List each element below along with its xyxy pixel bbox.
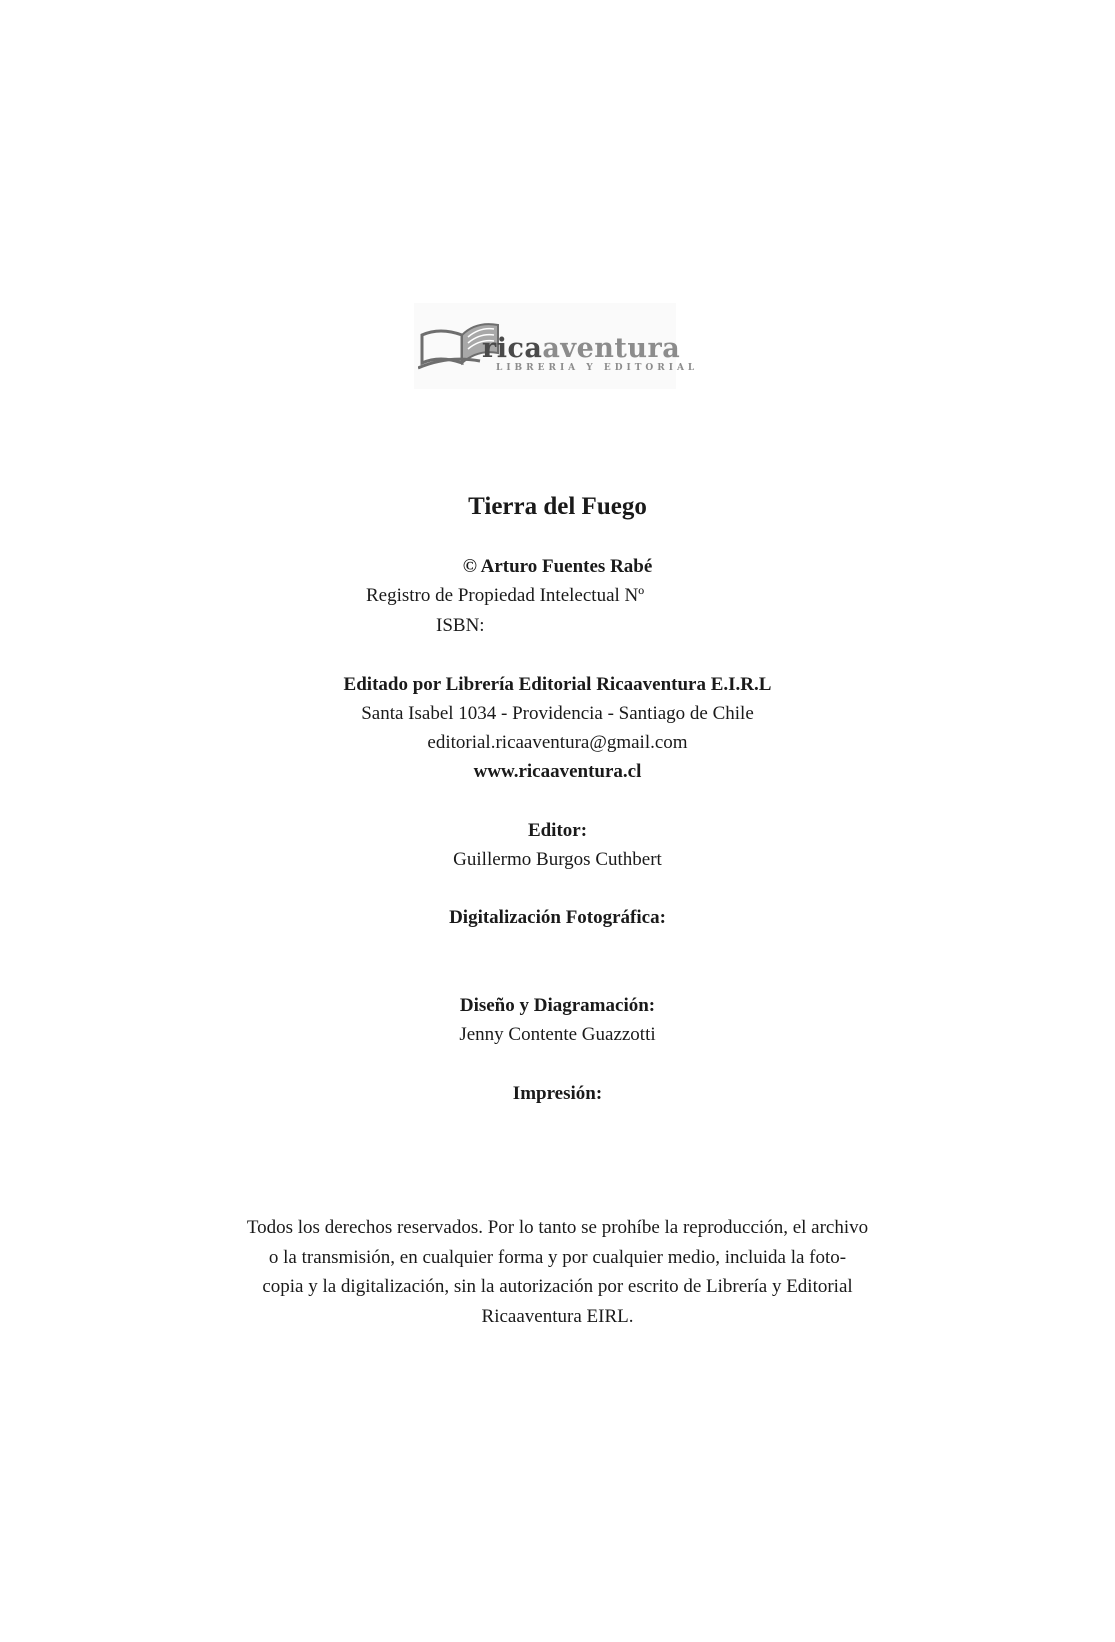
logo-word-rica: rica	[482, 333, 543, 364]
publisher-website: www.ricaaventura.cl	[473, 761, 642, 782]
publisher-address: Santa Isabel 1034 - Providencia - Santiago de Chile	[361, 703, 754, 724]
rights-notice	[200, 1213, 915, 1331]
editor-name: Guillermo Burgos Cuthbert	[453, 849, 662, 870]
design-name: Jenny Contente Guazzotti	[459, 1024, 656, 1045]
publisher-logo	[414, 303, 699, 389]
publisher-name: Editado por Librería Editorial Ricaaventura E.I.R.L	[343, 674, 772, 695]
editor-label: Editor:	[527, 820, 588, 841]
author-line: © Arturo Fuentes Rabé	[462, 556, 653, 577]
rights-notice-line: Todos los derechos reservados. Por lo tanto se prohíbe la reproducción, el archivo	[246, 1217, 869, 1238]
isbn-line: ISBN:	[436, 615, 485, 636]
rights-notice-line: Ricaaventura EIRL.	[481, 1305, 634, 1327]
photo-digitization-label: Digitalización Fotográfica:	[449, 907, 666, 928]
publisher-email: editorial.ricaaventura@gmail.com	[427, 732, 688, 753]
book-title: Tierra del Fuego	[468, 493, 647, 520]
rights-notice-line: copia y la digitalización, sin la autorización por escrito de Librería y Editorial	[262, 1276, 853, 1297]
design-label: Diseño y Diagramación:	[459, 995, 656, 1016]
printing-label: Impresión:	[512, 1083, 603, 1104]
rights-notice-line: o la transmisión, en cualquier forma y por cualquier medio, incluida la foto-	[268, 1246, 847, 1268]
logo-word-aventura: aventura	[542, 333, 681, 364]
registry-line: Registro de Propiedad Intelectual Nº	[366, 585, 645, 606]
logo-subtitle: LIBRERIA Y EDITORIAL	[496, 363, 699, 373]
logo-wordmark	[482, 335, 680, 362]
